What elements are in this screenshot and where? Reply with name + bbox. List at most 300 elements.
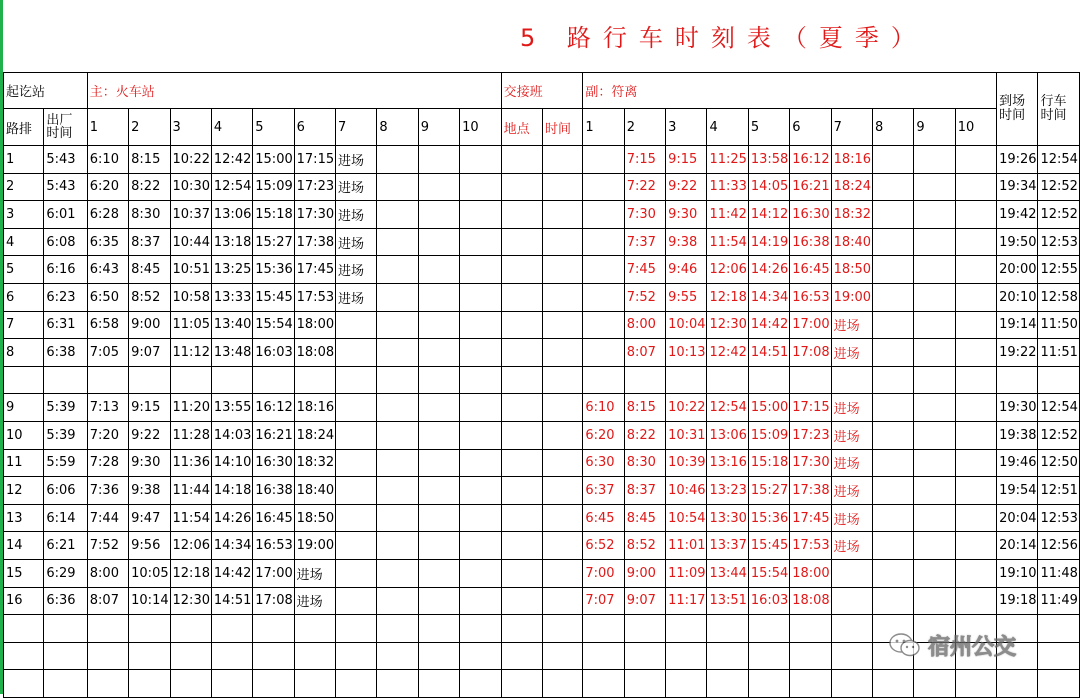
arrive-depot-time: 19:50	[997, 228, 1038, 256]
main-trip-time	[336, 532, 377, 560]
main-trip-time	[253, 670, 294, 698]
leave-depot-time: 6:08	[44, 228, 87, 256]
sub-trip-time	[583, 642, 624, 670]
main-trip-time: 9:22	[129, 421, 170, 449]
arrive-depot-time: 19:14	[997, 311, 1038, 339]
leave-depot-time: 5:43	[44, 173, 87, 201]
sub-trip-time	[666, 615, 707, 643]
main-trip-time	[336, 339, 377, 367]
header-sub-col: 10	[955, 109, 996, 146]
main-trip-time	[418, 256, 459, 284]
sub-trip-time	[914, 228, 955, 256]
sub-trip-time	[831, 615, 872, 643]
main-trip-time: 8:22	[129, 173, 170, 201]
main-trip-time: 6:20	[87, 173, 128, 201]
route-number: 10	[4, 421, 44, 449]
handover-place	[501, 311, 542, 339]
leave-depot-time: 6:31	[44, 311, 87, 339]
sub-trip-time	[955, 146, 996, 174]
handover-time	[542, 532, 582, 560]
handover-place	[501, 559, 542, 587]
handover-place	[501, 615, 542, 643]
sub-trip-time	[914, 449, 955, 477]
header-sub-col: 4	[707, 109, 748, 146]
sub-trip-time	[583, 146, 624, 174]
route-number: 7	[4, 311, 44, 339]
sub-trip-time: 12:54	[707, 394, 748, 422]
sub-trip-time: 17:15	[790, 394, 831, 422]
main-trip-time: 10:58	[170, 283, 211, 311]
sub-trip-time: 进场	[831, 449, 872, 477]
header-sub-station: 副：符离	[583, 73, 997, 109]
header-sub-col: 2	[624, 109, 665, 146]
sub-trip-time	[748, 615, 789, 643]
watermark	[888, 630, 1016, 660]
route-number: 12	[4, 477, 44, 505]
main-trip-time	[377, 366, 418, 394]
sub-trip-time	[583, 311, 624, 339]
sub-trip-time	[583, 339, 624, 367]
main-trip-time	[336, 477, 377, 505]
main-trip-time: 8:37	[129, 228, 170, 256]
handover-time	[542, 228, 582, 256]
run-duration	[1038, 670, 1080, 698]
main-trip-time	[377, 615, 418, 643]
sub-trip-time	[872, 477, 913, 505]
main-trip-time: 进场	[336, 283, 377, 311]
handover-time	[542, 642, 582, 670]
sub-trip-time	[583, 228, 624, 256]
sub-trip-time	[872, 339, 913, 367]
sub-trip-time: 7:00	[583, 559, 624, 587]
sub-trip-time	[955, 477, 996, 505]
table-row	[4, 311, 1080, 339]
main-trip-time: 进场	[336, 228, 377, 256]
sub-trip-time: 18:24	[831, 173, 872, 201]
main-trip-time: 10:30	[170, 173, 211, 201]
main-trip-time: 10:14	[129, 587, 170, 615]
sub-trip-time	[914, 256, 955, 284]
sub-trip-time	[583, 256, 624, 284]
sub-trip-time	[790, 642, 831, 670]
sub-trip-time	[583, 670, 624, 698]
main-trip-time	[253, 615, 294, 643]
header-main-col: 3	[170, 109, 211, 146]
sub-trip-time: 14:26	[748, 256, 789, 284]
sub-trip-time: 19:00	[831, 283, 872, 311]
main-trip-time	[336, 670, 377, 698]
handover-place	[501, 670, 542, 698]
sub-trip-time: 17:23	[790, 421, 831, 449]
main-trip-time	[336, 559, 377, 587]
handover-place	[501, 587, 542, 615]
header-main-col: 10	[460, 109, 501, 146]
run-duration: 11:49	[1038, 587, 1080, 615]
leave-depot-time	[44, 642, 87, 670]
header-leave-depot: 出厂 时间	[44, 109, 87, 146]
main-trip-time: 10:37	[170, 201, 211, 229]
main-trip-time: 13:25	[211, 256, 252, 284]
leave-depot-time: 6:38	[44, 339, 87, 367]
sub-trip-time: 14:05	[748, 173, 789, 201]
handover-time	[542, 559, 582, 587]
main-trip-time	[418, 421, 459, 449]
main-trip-time: 9:30	[129, 449, 170, 477]
arrive-depot-time: 19:30	[997, 394, 1038, 422]
main-trip-time: 14:18	[211, 477, 252, 505]
handover-place	[501, 504, 542, 532]
header-sub-col: 3	[666, 109, 707, 146]
header-route-no: 路排	[4, 109, 44, 146]
sub-trip-time: 7:52	[624, 283, 665, 311]
sub-trip-time	[914, 587, 955, 615]
sub-trip-time	[914, 201, 955, 229]
sub-trip-time	[955, 532, 996, 560]
sub-trip-time	[914, 311, 955, 339]
arrive-depot-time: 19:38	[997, 421, 1038, 449]
sub-trip-time: 12:18	[707, 283, 748, 311]
main-trip-time	[460, 477, 501, 505]
arrive-depot-time: 19:46	[997, 449, 1038, 477]
main-trip-time	[460, 587, 501, 615]
sub-trip-time: 15:27	[748, 477, 789, 505]
main-trip-time: 进场	[294, 559, 335, 587]
main-trip-time: 9:07	[129, 339, 170, 367]
arrive-depot-time: 19:34	[997, 173, 1038, 201]
main-trip-time	[460, 559, 501, 587]
sub-trip-time: 17:08	[790, 339, 831, 367]
sub-trip-time: 13:37	[707, 532, 748, 560]
sub-trip-time	[790, 366, 831, 394]
main-trip-time: 14:26	[211, 504, 252, 532]
sub-trip-time	[914, 504, 955, 532]
main-trip-time	[460, 146, 501, 174]
handover-place	[501, 477, 542, 505]
main-trip-time	[377, 504, 418, 532]
main-trip-time: 15:36	[253, 256, 294, 284]
sub-trip-time	[872, 421, 913, 449]
route-number: 16	[4, 587, 44, 615]
table-row	[4, 477, 1080, 505]
main-trip-time: 11:44	[170, 477, 211, 505]
sub-trip-time	[872, 366, 913, 394]
handover-time	[542, 146, 582, 174]
main-trip-time: 14:51	[211, 587, 252, 615]
sub-trip-time: 15:00	[748, 394, 789, 422]
handover-time	[542, 283, 582, 311]
route-number: 9	[4, 394, 44, 422]
arrive-depot-time: 20:14	[997, 532, 1038, 560]
run-duration: 12:56	[1038, 532, 1080, 560]
main-trip-time	[211, 366, 252, 394]
main-trip-time	[377, 587, 418, 615]
arrive-depot-time	[997, 670, 1038, 698]
main-trip-time: 8:07	[87, 587, 128, 615]
main-trip-time: 17:08	[253, 587, 294, 615]
main-trip-time: 18:00	[294, 311, 335, 339]
sub-trip-time	[872, 201, 913, 229]
sub-trip-time	[955, 421, 996, 449]
sub-trip-time: 10:13	[666, 339, 707, 367]
sub-trip-time: 13:58	[748, 146, 789, 174]
run-duration: 12:54	[1038, 146, 1080, 174]
main-trip-time: 14:03	[211, 421, 252, 449]
main-trip-time: 7:52	[87, 532, 128, 560]
sub-trip-time	[666, 642, 707, 670]
handover-place	[501, 394, 542, 422]
sub-trip-time: 进场	[831, 504, 872, 532]
route-number	[4, 670, 44, 698]
sub-trip-time: 16:21	[790, 173, 831, 201]
main-trip-time	[253, 642, 294, 670]
main-trip-time	[418, 311, 459, 339]
arrive-depot-time: 20:00	[997, 256, 1038, 284]
sub-trip-time: 9:15	[666, 146, 707, 174]
sub-trip-time: 12:42	[707, 339, 748, 367]
main-trip-time: 15:18	[253, 201, 294, 229]
main-trip-time	[460, 504, 501, 532]
leave-depot-time	[44, 615, 87, 643]
main-trip-time: 16:45	[253, 504, 294, 532]
sub-trip-time: 11:42	[707, 201, 748, 229]
main-trip-time	[377, 477, 418, 505]
sub-trip-time: 18:32	[831, 201, 872, 229]
handover-place	[501, 366, 542, 394]
sub-trip-time: 16:03	[748, 587, 789, 615]
main-trip-time	[418, 532, 459, 560]
sub-trip-time: 17:00	[790, 311, 831, 339]
main-trip-time	[294, 366, 335, 394]
sub-trip-time: 15:54	[748, 559, 789, 587]
handover-place	[501, 256, 542, 284]
main-trip-time: 13:33	[211, 283, 252, 311]
main-trip-time	[129, 642, 170, 670]
sub-trip-time	[872, 311, 913, 339]
main-trip-time: 16:38	[253, 477, 294, 505]
sub-trip-time: 12:06	[707, 256, 748, 284]
sub-trip-time	[914, 421, 955, 449]
header-sub-col: 7	[831, 109, 872, 146]
main-trip-time: 18:24	[294, 421, 335, 449]
main-trip-time: 11:36	[170, 449, 211, 477]
main-trip-time	[211, 642, 252, 670]
sub-trip-time	[583, 283, 624, 311]
handover-time	[542, 477, 582, 505]
sub-trip-time	[955, 228, 996, 256]
header-sub-col: 6	[790, 109, 831, 146]
main-trip-time	[418, 587, 459, 615]
main-trip-time	[294, 615, 335, 643]
main-trip-time: 8:52	[129, 283, 170, 311]
main-trip-time: 6:58	[87, 311, 128, 339]
sub-trip-time: 8:07	[624, 339, 665, 367]
sub-trip-time	[914, 339, 955, 367]
main-trip-time: 10:22	[170, 146, 211, 174]
sub-trip-time	[583, 366, 624, 394]
sub-trip-time	[707, 366, 748, 394]
sub-trip-time	[955, 256, 996, 284]
main-trip-time	[460, 201, 501, 229]
run-duration: 12:51	[1038, 477, 1080, 505]
run-duration: 12:55	[1038, 256, 1080, 284]
header-arrive-depot: 到场 时间	[997, 73, 1038, 146]
table-row	[4, 587, 1080, 615]
sub-trip-time	[955, 366, 996, 394]
sub-trip-time	[872, 146, 913, 174]
main-trip-time: 11:20	[170, 394, 211, 422]
main-trip-time: 11:12	[170, 339, 211, 367]
blank-row	[4, 670, 1080, 698]
main-trip-time: 13:06	[211, 201, 252, 229]
route-number: 2	[4, 173, 44, 201]
sub-trip-time: 15:45	[748, 532, 789, 560]
sub-trip-time	[872, 173, 913, 201]
sub-trip-time	[707, 615, 748, 643]
main-trip-time: 16:12	[253, 394, 294, 422]
header-sub-col: 5	[748, 109, 789, 146]
main-trip-time	[460, 615, 501, 643]
sub-trip-time: 11:09	[666, 559, 707, 587]
sub-trip-time	[914, 670, 955, 698]
handover-time	[542, 339, 582, 367]
run-duration: 11:50	[1038, 311, 1080, 339]
run-duration	[1038, 642, 1080, 670]
sub-trip-time: 进场	[831, 532, 872, 560]
sub-trip-time: 18:16	[831, 146, 872, 174]
wechat-icon	[888, 631, 922, 659]
main-trip-time: 进场	[336, 173, 377, 201]
sub-trip-time: 11:01	[666, 532, 707, 560]
arrive-depot-time: 19:54	[997, 477, 1038, 505]
sub-trip-time	[955, 504, 996, 532]
main-trip-time	[418, 339, 459, 367]
main-trip-time: 8:15	[129, 146, 170, 174]
leave-depot-time: 6:36	[44, 587, 87, 615]
sub-trip-time: 9:38	[666, 228, 707, 256]
sub-trip-time	[624, 366, 665, 394]
sub-trip-time: 9:22	[666, 173, 707, 201]
main-trip-time: 11:54	[170, 504, 211, 532]
main-trip-time: 进场	[336, 201, 377, 229]
sub-trip-time: 18:00	[790, 559, 831, 587]
header-main-col: 7	[336, 109, 377, 146]
sub-trip-time: 16:12	[790, 146, 831, 174]
header-run-time: 行车 时间	[1038, 73, 1080, 146]
table-row	[4, 421, 1080, 449]
main-trip-time	[336, 504, 377, 532]
sub-trip-time	[955, 283, 996, 311]
run-duration: 12:53	[1038, 228, 1080, 256]
leave-depot-time: 6:16	[44, 256, 87, 284]
main-trip-time	[377, 201, 418, 229]
sub-trip-time: 11:33	[707, 173, 748, 201]
sub-trip-time	[583, 173, 624, 201]
main-trip-time: 9:00	[129, 311, 170, 339]
main-trip-time: 15:00	[253, 146, 294, 174]
route-number: 5	[4, 256, 44, 284]
main-trip-time	[418, 394, 459, 422]
main-trip-time: 8:45	[129, 256, 170, 284]
sub-trip-time: 6:45	[583, 504, 624, 532]
sub-trip-time: 15:18	[748, 449, 789, 477]
sub-trip-time	[666, 670, 707, 698]
handover-place	[501, 146, 542, 174]
main-trip-time	[253, 366, 294, 394]
main-trip-time: 7:36	[87, 477, 128, 505]
main-trip-time: 18:40	[294, 477, 335, 505]
sub-trip-time: 7:07	[583, 587, 624, 615]
route-number	[4, 642, 44, 670]
route-number	[4, 366, 44, 394]
sub-trip-time	[955, 670, 996, 698]
main-trip-time	[418, 670, 459, 698]
main-trip-time	[336, 587, 377, 615]
main-trip-time: 10:51	[170, 256, 211, 284]
sub-trip-time	[872, 449, 913, 477]
main-trip-time: 7:28	[87, 449, 128, 477]
sub-trip-time	[955, 173, 996, 201]
sub-trip-time	[872, 504, 913, 532]
handover-place	[501, 421, 542, 449]
table-row	[4, 504, 1080, 532]
sub-trip-time	[872, 283, 913, 311]
sub-trip-time: 13:51	[707, 587, 748, 615]
main-trip-time	[377, 173, 418, 201]
sub-trip-time: 11:25	[707, 146, 748, 174]
arrive-depot-time: 19:26	[997, 146, 1038, 174]
main-trip-time	[418, 477, 459, 505]
main-trip-time	[460, 339, 501, 367]
sub-trip-time	[748, 366, 789, 394]
sub-trip-time: 14:19	[748, 228, 789, 256]
main-trip-time: 13:55	[211, 394, 252, 422]
sub-trip-time	[914, 477, 955, 505]
main-trip-time: 12:06	[170, 532, 211, 560]
sub-trip-time	[831, 642, 872, 670]
table-row	[4, 559, 1080, 587]
header-sub-col: 8	[872, 109, 913, 146]
sub-trip-time: 10:46	[666, 477, 707, 505]
leave-depot-time: 5:39	[44, 421, 87, 449]
main-trip-time	[377, 283, 418, 311]
arrive-depot-time: 20:10	[997, 283, 1038, 311]
sub-trip-time	[872, 532, 913, 560]
main-trip-time: 15:54	[253, 311, 294, 339]
main-trip-time: 13:18	[211, 228, 252, 256]
sub-trip-time	[624, 615, 665, 643]
sub-trip-time: 17:30	[790, 449, 831, 477]
main-trip-time: 12:30	[170, 587, 211, 615]
route-number: 6	[4, 283, 44, 311]
sub-trip-time: 10:54	[666, 504, 707, 532]
main-trip-time: 9:56	[129, 532, 170, 560]
sub-trip-time	[748, 642, 789, 670]
sub-trip-time: 7:45	[624, 256, 665, 284]
main-trip-time: 8:30	[129, 201, 170, 229]
sub-trip-time: 12:30	[707, 311, 748, 339]
main-trip-time	[377, 559, 418, 587]
arrive-depot-time: 19:10	[997, 559, 1038, 587]
main-trip-time	[460, 173, 501, 201]
sub-trip-time	[790, 615, 831, 643]
main-trip-time: 14:10	[211, 449, 252, 477]
main-trip-time	[211, 670, 252, 698]
sub-trip-time: 13:30	[707, 504, 748, 532]
sub-trip-time	[955, 201, 996, 229]
main-trip-time: 15:45	[253, 283, 294, 311]
handover-place	[501, 283, 542, 311]
sub-trip-time: 6:20	[583, 421, 624, 449]
